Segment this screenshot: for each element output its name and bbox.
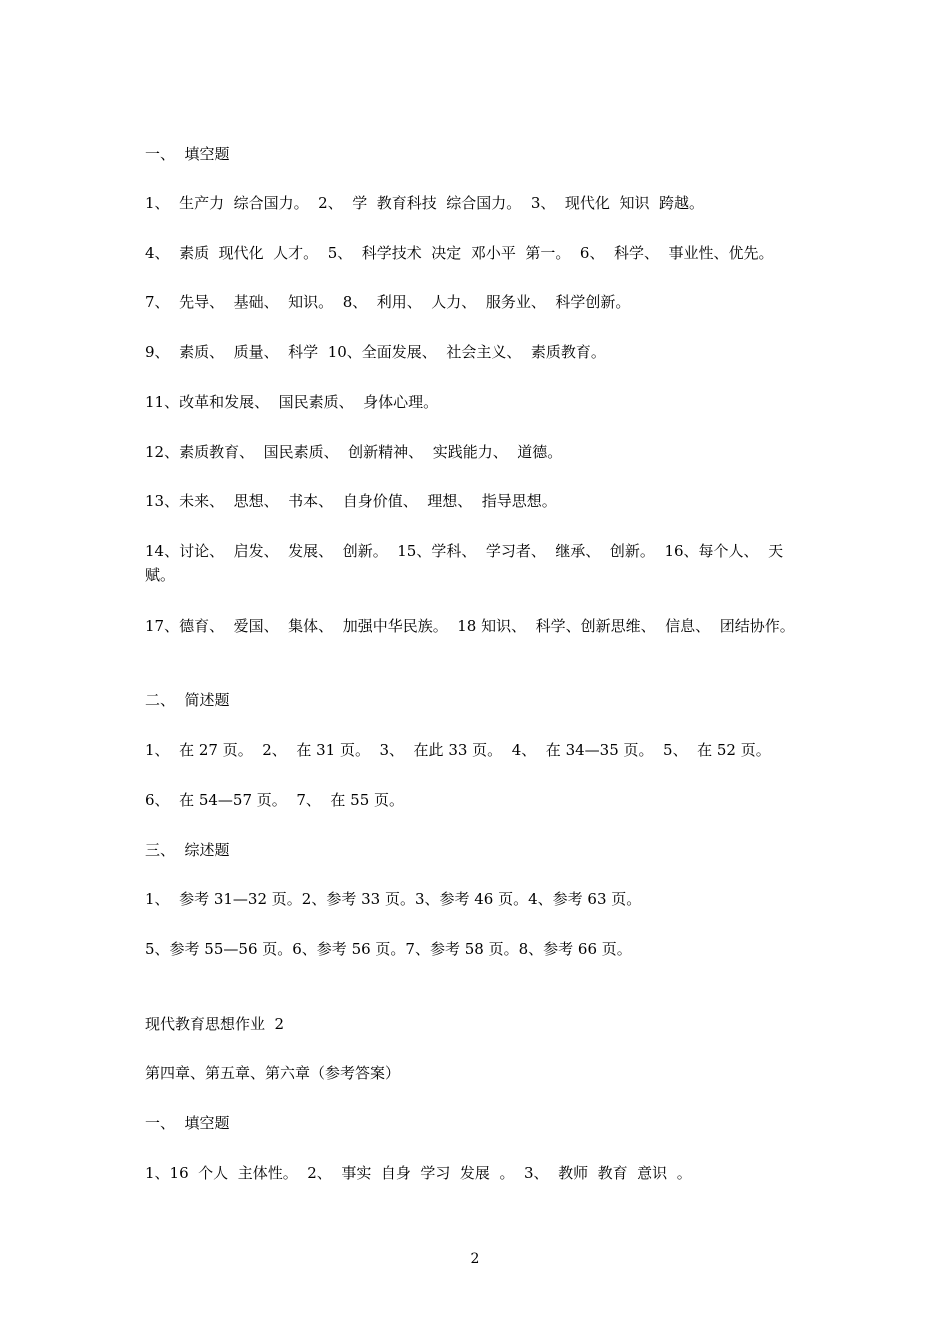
- answer-line: 11、改革和发展、 国民素质、 身体心理。: [145, 393, 439, 411]
- answer-line: 9、 素质、 质量、 科学 10、全面发展、 社会主义、 素质教育。: [145, 343, 606, 361]
- answer-line: 14、讨论、 启发、 发展、 创新。 15、学科、 学习者、 继承、 创新。 16、每个人、 天赋。: [145, 542, 784, 584]
- answer-line: 6、 在 54—57 页。 7、 在 55 页。: [145, 791, 405, 809]
- homework-section-heading: 一、 填空题: [145, 1114, 230, 1132]
- answer-line: 13、未来、 思想、 书本、 自身价值、 理想、 指导思想。: [145, 492, 557, 510]
- page-number: 2: [470, 1251, 480, 1267]
- answer-line: 17、德育、 爱国、 集体、 加强中华民族。 18 知识、 科学、创新思维、 信息、 团结协作。: [145, 617, 795, 635]
- answer-line: 7、 先导、 基础、 知识。 8、 利用、 人力、 服务业、 科学创新。: [145, 293, 631, 311]
- answer-line: 1、16 个人 主体性。 2、 事实 自身 学习 发展 。 3、 教师 教育 意识 。: [145, 1164, 692, 1182]
- answer-line: 12、素质教育、 国民素质、 创新精神、 实践能力、 道德。: [145, 443, 563, 461]
- answer-line: 4、 素质 现代化 人才。 5、 科学技术 决定 邓小平 第一。 6、 科学、 事业性、优先。: [145, 244, 774, 262]
- chapter-subtitle: 第四章、第五章、第六章（参考答案）: [145, 1064, 401, 1082]
- answer-line: 1、 参考 31—32 页。2、参考 33 页。3、参考 46 页。4、参考 63 页。: [145, 890, 642, 908]
- section1-heading: 一、 填空题: [145, 145, 230, 163]
- section2-heading: 二、 简述题: [145, 691, 230, 709]
- homework-title: 现代教育思想作业 2: [145, 1015, 285, 1033]
- answer-line: 1、 生产力 综合国力。 2、 学 教育科技 综合国力。 3、 现代化 知识 跨越。: [145, 194, 704, 212]
- answer-line: 5、参考 55—56 页。6、参考 56 页。7、参考 58 页。8、参考 66 页。: [145, 940, 632, 958]
- section3-heading: 三、 综述题: [145, 841, 230, 859]
- answer-line: 1、 在 27 页。 2、 在 31 页。 3、 在此 33 页。 4、 在 34—35 页。 5、 在 52 页。: [145, 741, 771, 759]
